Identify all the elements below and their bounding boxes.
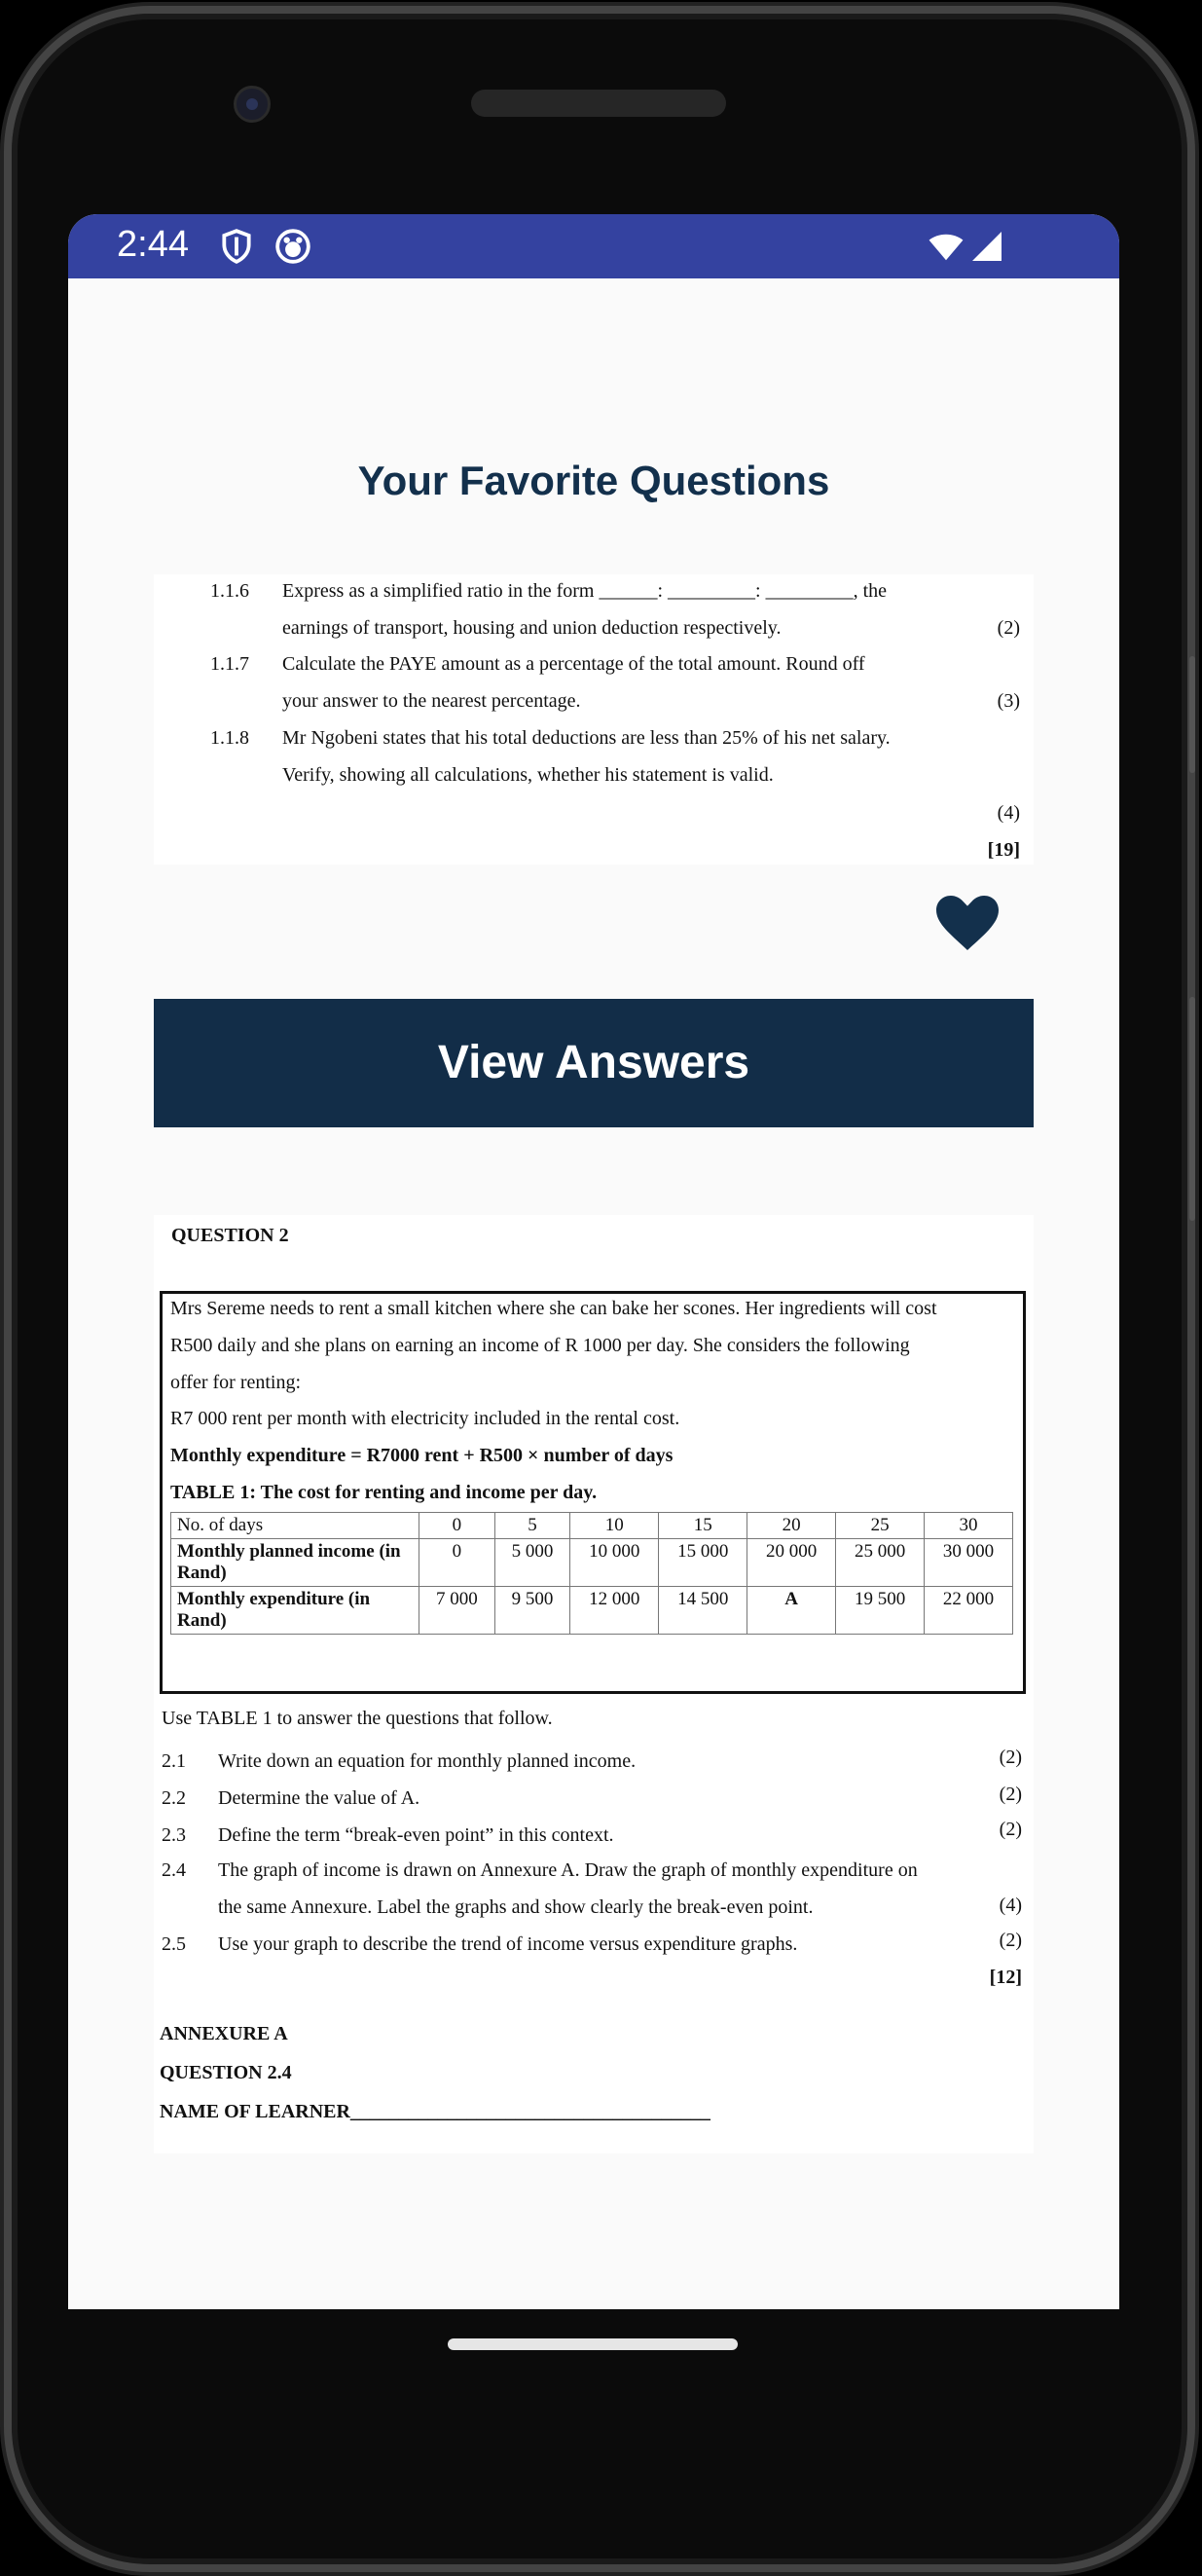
front-camera (234, 86, 271, 123)
question-total (154, 839, 1034, 876)
scenario-text: R7 000 rent per month with electricity included in the rental cost. (170, 1408, 680, 1429)
table-cell: 19 500 (836, 1587, 925, 1635)
question-item (154, 617, 1034, 654)
page-title: Your Favorite Questions (357, 458, 830, 503)
heart-icon[interactable] (936, 896, 999, 950)
table-cell: 25 (836, 1513, 925, 1539)
question-image-1[interactable] (154, 574, 1034, 865)
question-number: 2.1 (162, 1750, 186, 1772)
question-image-2[interactable] (154, 1215, 1034, 2153)
table-cell: 14 500 (659, 1587, 747, 1635)
question-number: 2.4 (162, 1859, 186, 1881)
question-marks: (2) (997, 617, 1020, 639)
question-text: Write down an equation for monthly planned income. (218, 1750, 637, 1772)
table-cell: 5 000 (494, 1539, 570, 1587)
annexure-heading: ANNEXURE A (160, 2023, 288, 2044)
question-marks: (2) (999, 1747, 1022, 1768)
scenario-text: offer for renting: (170, 1372, 302, 1393)
power-button (1189, 997, 1195, 1221)
table-cell: 10 (570, 1513, 659, 1539)
table-cell: 25 000 (836, 1539, 925, 1587)
signal-icon (969, 228, 1004, 265)
question-total-marks: [12] (989, 1967, 1022, 1988)
table-cell: 9 500 (494, 1587, 570, 1635)
question-total-marks: [19] (987, 839, 1020, 861)
app-notification-icon (274, 228, 311, 265)
question-text: The graph of income is drawn on Annexure A. Draw the graph of monthly expenditure on (218, 1859, 918, 1881)
formula-text: Monthly expenditure = R7000 rent + R500 × number of days (170, 1445, 674, 1466)
question-text: Use your graph to describe the trend of income versus expenditure graphs. (218, 1933, 798, 1955)
table-cell: 30 (925, 1513, 1013, 1539)
table-cell: 0 (419, 1513, 495, 1539)
table-cell: 15 000 (659, 1539, 747, 1587)
question-item (154, 802, 1034, 839)
annexure-question: QUESTION 2.4 (160, 2062, 292, 2083)
table-cell: 0 (419, 1539, 495, 1587)
table-row (171, 1539, 1013, 1587)
home-gesture-bar[interactable] (448, 2338, 738, 2350)
learner-name-label: NAME OF LEARNER_____________________________________ (160, 2101, 710, 2122)
question-text: your answer to the nearest percentage. (282, 690, 581, 712)
question-marks: (4) (999, 1895, 1022, 1916)
table-row (171, 1587, 1013, 1635)
data-table (170, 1512, 1013, 1635)
status-time: 2:44 (117, 224, 189, 265)
question-text: Calculate the PAYE amount as a percentage of the total amount. Round off (282, 653, 865, 675)
table-cell: 10 000 (570, 1539, 659, 1587)
scenario-text: Mrs Sereme needs to rent a small kitchen where she can bake her scones. Her ingredients will cost (170, 1298, 937, 1319)
question-number: 2.3 (162, 1824, 186, 1846)
table-cell: 7 000 (419, 1587, 495, 1635)
question-text: Define the term “break-even point” in this context. (218, 1824, 614, 1846)
shield-icon (218, 228, 255, 265)
table-cell: 15 (659, 1513, 747, 1539)
question-heading: QUESTION 2 (171, 1225, 289, 1246)
table-cell: 5 (494, 1513, 570, 1539)
question-scenario-box (160, 1291, 1026, 1694)
table-cell: 30 000 (925, 1539, 1013, 1587)
question-text: Verify, showing all calculations, whether his statement is valid. (282, 764, 774, 786)
question-text: Express as a simplified ratio in the form ______: _________: _________, the (282, 580, 888, 602)
question-marks: (2) (999, 1819, 1022, 1840)
volume-button (1189, 656, 1195, 773)
table-cell: 20 (747, 1513, 836, 1539)
question-marks: (4) (997, 802, 1020, 824)
wifi-icon (925, 228, 967, 265)
question-item (154, 653, 1034, 690)
question-number: 1.1.8 (210, 727, 249, 749)
scenario-text: R500 daily and she plans on earning an income of R 1000 per day. She considers the following (170, 1335, 910, 1356)
question-marks: (2) (999, 1930, 1022, 1951)
table-cell: 20 000 (747, 1539, 836, 1587)
question-text: earnings of transport, housing and union deduction respectively. (282, 617, 782, 639)
question-number: 2.5 (162, 1933, 186, 1955)
view-answers-button[interactable]: View Answers (154, 999, 1034, 1127)
question-item (154, 690, 1034, 727)
question-text: Determine the value of A. (218, 1787, 420, 1809)
question-text: the same Annexure. Label the graphs and show clearly the break-even point. (218, 1896, 814, 1918)
question-number: 1.1.6 (210, 580, 249, 602)
question-marks: (3) (997, 690, 1020, 712)
table-title: TABLE 1: The cost for renting and income per day. (170, 1482, 598, 1503)
app-screen (68, 214, 1119, 2309)
table-cell: 12 000 (570, 1587, 659, 1635)
question-item (154, 580, 1034, 617)
table-cell: A (747, 1587, 836, 1635)
question-number: 2.2 (162, 1787, 186, 1809)
earpiece-speaker (471, 90, 726, 117)
question-text: Mr Ngobeni states that his total deductions are less than 25% of his net salary. (282, 727, 891, 749)
table-cell: Monthly planned income (in Rand) (171, 1539, 419, 1587)
table-cell: 22 000 (925, 1587, 1013, 1635)
table-cell: Monthly expenditure (in Rand) (171, 1587, 419, 1635)
question-marks: (2) (999, 1784, 1022, 1805)
question-number: 1.1.7 (210, 653, 249, 675)
instruction-text: Use TABLE 1 to answer the questions that follow. (162, 1708, 553, 1729)
table-cell: No. of days (171, 1513, 419, 1539)
question-item (154, 764, 1034, 801)
status-bar (68, 214, 1119, 278)
table-row (171, 1513, 1013, 1539)
question-item (154, 727, 1034, 764)
